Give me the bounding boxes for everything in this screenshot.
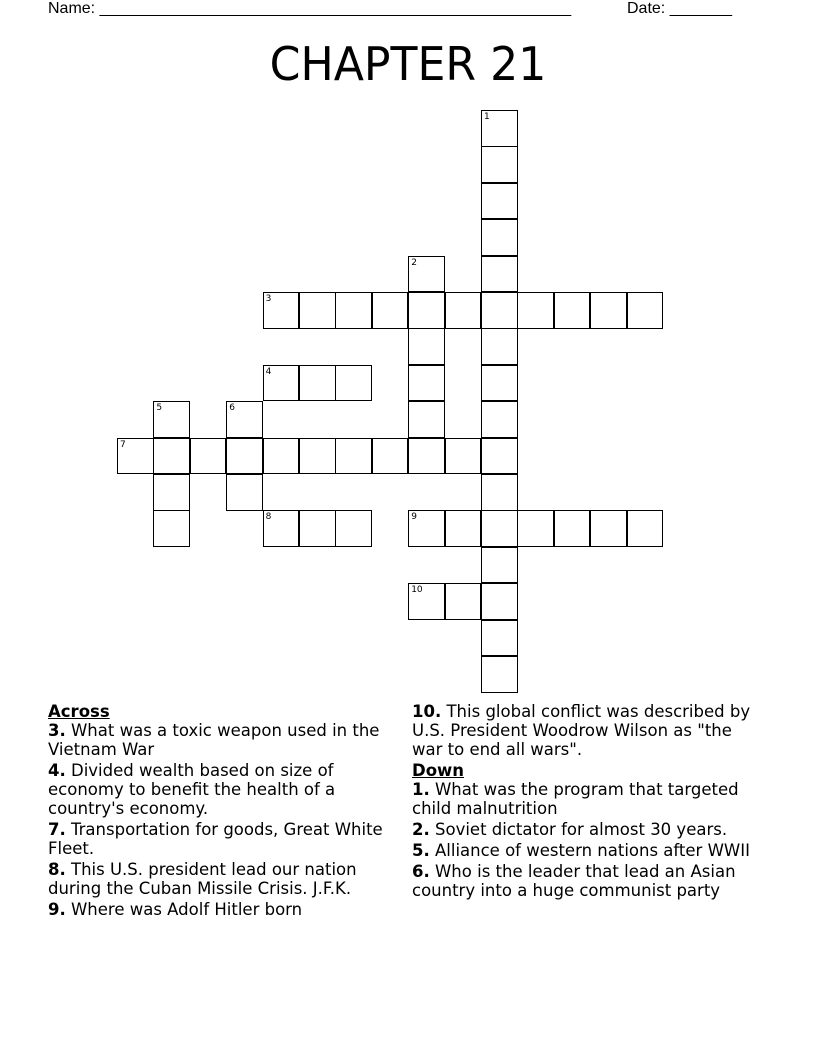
page-title: CHAPTER 21: [269, 37, 547, 91]
crossword-cell[interactable]: [335, 510, 372, 547]
cell-number: 7: [120, 439, 126, 450]
crossword-cell[interactable]: [408, 365, 445, 402]
clue-number: 1.: [412, 780, 430, 799]
clue-text: What was the program that targeted child malnutrition: [412, 780, 739, 818]
crossword-cell[interactable]: [590, 510, 627, 547]
clue-text: Soviet dictator for almost 30 years.: [429, 820, 728, 839]
crossword-cell[interactable]: [226, 438, 263, 475]
crossword-cell[interactable]: [481, 656, 518, 693]
crossword-cell[interactable]: [481, 146, 518, 183]
crossword-cell[interactable]: [554, 510, 591, 547]
crossword-cell[interactable]: [153, 438, 190, 475]
clue-number: 10.: [412, 702, 442, 721]
clue-number: 3.: [48, 721, 66, 740]
clue-number: 7.: [48, 820, 66, 839]
crossword-cell[interactable]: [263, 510, 300, 547]
down-heading: Down: [412, 761, 465, 780]
cell-number: 5: [156, 403, 163, 414]
clue-across-3: [48, 721, 393, 759]
crossword-cell[interactable]: [554, 292, 591, 329]
crossword-cell[interactable]: [627, 510, 664, 547]
crossword-cell[interactable]: [481, 110, 518, 147]
crossword-cell[interactable]: [335, 438, 372, 475]
crossword-cell[interactable]: [408, 328, 445, 365]
cell-number: 9: [411, 512, 417, 523]
crossword-cell[interactable]: [590, 292, 627, 329]
clue-down-5: [412, 841, 757, 860]
crossword-cell[interactable]: [481, 219, 518, 256]
crossword-cell[interactable]: [408, 292, 445, 329]
crossword-cell[interactable]: [117, 438, 154, 475]
crossword-cell[interactable]: [153, 474, 190, 511]
clue-number: 8.: [48, 860, 66, 879]
crossword-cell[interactable]: [481, 256, 518, 293]
crossword-cell[interactable]: [263, 438, 300, 475]
crossword-cell[interactable]: [445, 510, 482, 547]
clue-text: This global conflict was described by U.S. President Woodrow Wilson as "the war to end all wars".: [412, 702, 751, 759]
clue-text: Who is the leader that lead an Asian country into a huge communist party: [412, 862, 736, 900]
crossword-cell[interactable]: [226, 474, 263, 511]
clue-across-4: [48, 761, 393, 818]
crossword-cell[interactable]: [408, 438, 445, 475]
crossword-cell[interactable]: [481, 620, 518, 657]
clue-number: 2.: [412, 820, 430, 839]
crossword-cell[interactable]: [517, 292, 554, 329]
clues-column-right: [412, 702, 757, 902]
crossword-cell[interactable]: [627, 292, 664, 329]
crossword-cell[interactable]: [335, 292, 372, 329]
crossword-cell[interactable]: [481, 401, 518, 438]
clue-number: 6.: [412, 862, 430, 881]
crossword-cell[interactable]: [190, 438, 227, 475]
crossword-cell[interactable]: [263, 365, 300, 402]
crossword-cell[interactable]: [299, 510, 336, 547]
crossword-cell[interactable]: [372, 292, 409, 329]
clue-down-2: [412, 820, 757, 839]
crossword-cell[interactable]: [517, 510, 554, 547]
crossword-cell[interactable]: [481, 547, 518, 584]
clue-number: 4.: [48, 761, 66, 780]
crossword-cell[interactable]: [481, 292, 518, 329]
cell-number: 8: [265, 512, 272, 523]
clue-down-6: [412, 862, 757, 900]
clue-text: What was a toxic weapon used in the Vietnam War: [48, 721, 380, 759]
cell-number: 3: [265, 294, 272, 304]
crossword-cell[interactable]: [481, 583, 518, 620]
crossword-cell[interactable]: [226, 401, 263, 438]
name-field-label: Name: _____________________________________________________: [48, 0, 572, 17]
cell-number: 4: [265, 366, 272, 377]
crossword-cell[interactable]: [481, 474, 518, 511]
clue-across-8: [48, 860, 393, 898]
crossword-cell[interactable]: [481, 438, 518, 475]
crossword-cell[interactable]: [153, 401, 190, 438]
crossword-cell[interactable]: [153, 510, 190, 547]
clue-across-9: [48, 900, 393, 919]
crossword-cell[interactable]: [299, 292, 336, 329]
cell-number: 6: [229, 403, 235, 414]
clues-column-left: [48, 702, 393, 921]
cell-number: 10: [411, 585, 423, 596]
crossword-cell[interactable]: [408, 401, 445, 438]
crossword-cell[interactable]: [299, 365, 336, 402]
crossword-cell[interactable]: [408, 583, 445, 620]
clue-text: Where was Adolf Hitler born: [65, 900, 303, 919]
clue-across-10: [412, 702, 757, 759]
clue-text: Alliance of western nations after WWII: [429, 841, 750, 860]
crossword-cell[interactable]: [481, 510, 518, 547]
crossword-cell[interactable]: [335, 365, 372, 402]
crossword-cell[interactable]: [263, 292, 300, 329]
crossword-cell[interactable]: [445, 583, 482, 620]
clue-text: This U.S. president lead our nation during the Cuban Missile Crisis. J.F.K.: [48, 860, 357, 898]
cell-number: 2: [411, 257, 417, 268]
crossword-cell[interactable]: [408, 510, 445, 547]
date-field-label: Date: _______: [627, 0, 732, 17]
crossword-cell[interactable]: [299, 438, 336, 475]
crossword-cell[interactable]: [481, 365, 518, 402]
crossword-cell[interactable]: [408, 256, 445, 293]
crossword-cell[interactable]: [481, 183, 518, 220]
clue-down-1: [412, 780, 757, 818]
crossword-cell[interactable]: [372, 438, 409, 475]
crossword-cell[interactable]: [481, 328, 518, 365]
crossword-cell[interactable]: [445, 438, 482, 475]
clue-text: Transportation for goods, Great White Fleet.: [48, 820, 383, 858]
clue-across-7: [48, 820, 393, 858]
across-heading: Across: [48, 702, 110, 721]
clue-text: Divided wealth based on size of economy to benefit the health of a country's economy.: [48, 761, 336, 818]
cell-number: 1: [484, 112, 490, 122]
crossword-cell[interactable]: [445, 292, 482, 329]
clue-number: 9.: [48, 900, 66, 919]
clue-number: 5.: [412, 841, 430, 860]
